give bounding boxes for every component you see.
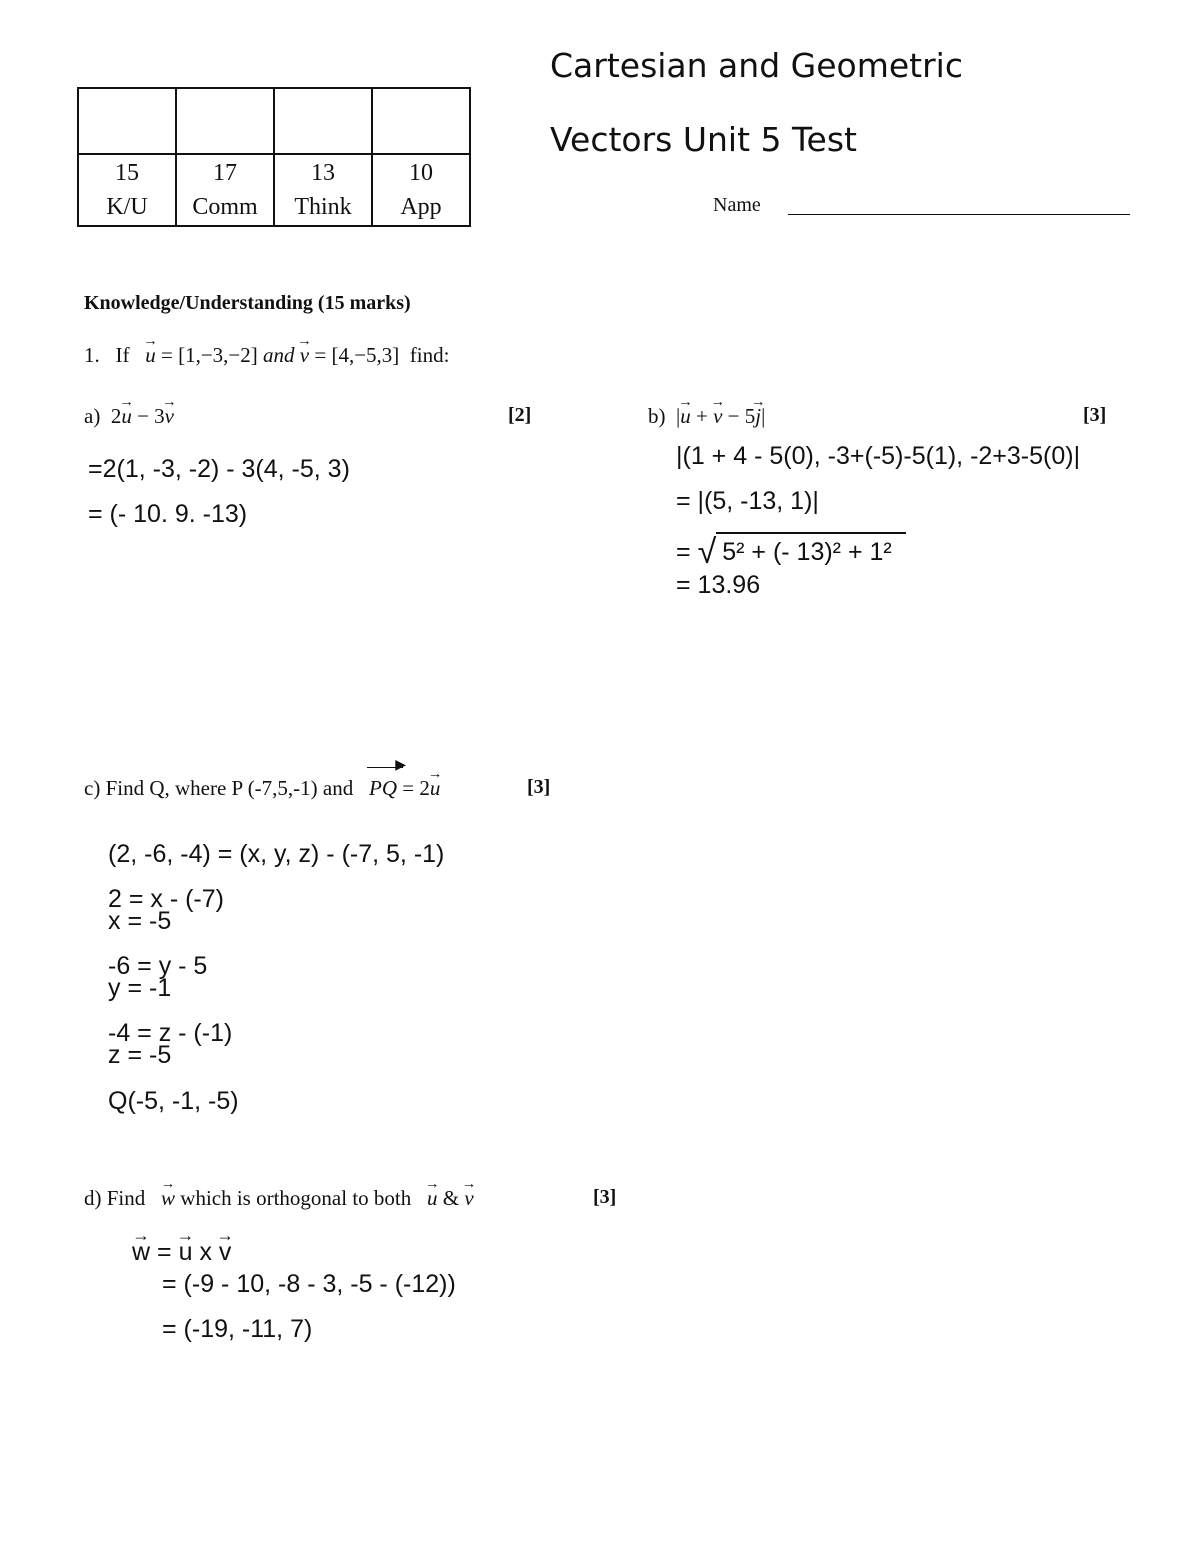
marks-total: 17 xyxy=(213,160,237,186)
part-b-marks: [3] xyxy=(1083,404,1107,426)
find-word: find: xyxy=(409,343,450,367)
part-c-marks: [3] xyxy=(527,776,551,798)
part-a-minus: − 3 xyxy=(137,404,165,428)
marks-total: 10 xyxy=(409,160,433,186)
v-definition: = [4,−5,3] xyxy=(314,343,400,367)
marks-cell-app xyxy=(372,154,470,226)
vector-u: → u xyxy=(145,343,156,368)
vector-v: → v xyxy=(300,343,309,368)
unit-vector-j: → j xyxy=(755,404,761,429)
marks-total: 13 xyxy=(311,160,335,186)
part-b-work-sqrt xyxy=(676,530,906,569)
part-c-work-line: -6 = y - 5 xyxy=(108,952,208,980)
part-b-work-line: = 13.96 xyxy=(676,571,761,599)
if-word: If xyxy=(115,343,130,367)
ampersand: & xyxy=(442,1186,460,1210)
vector-u: → u xyxy=(427,1186,438,1211)
abs-close: | xyxy=(761,404,766,428)
minus-five: − 5 xyxy=(727,404,756,428)
part-d-work-line: = (-9 - 10, -8 - 3, -5 - (-12)) xyxy=(162,1270,456,1298)
vector-v: → v xyxy=(165,404,174,429)
sqrt-bar xyxy=(716,532,906,534)
equals-sign: = xyxy=(157,1238,172,1266)
part-a-work-line: =2(1, -3, -2) - 3(4, -5, 3) xyxy=(88,455,350,483)
part-d-work-cross xyxy=(132,1238,231,1267)
question-1 xyxy=(84,343,449,368)
vector-v: → v xyxy=(464,1186,473,1211)
marks-category: Comm xyxy=(192,194,258,220)
part-b-work-line: |(1 + 4 - 5(0), -3+(-5)-5(1), -2+3-5(0)| xyxy=(676,442,1081,470)
score-cell-comm xyxy=(176,88,274,154)
part-c-work-line: z = -5 xyxy=(108,1041,172,1069)
equals-sign: = xyxy=(676,538,691,566)
section-heading: Knowledge/Understanding (15 marks) xyxy=(84,292,411,314)
vector-u: → u xyxy=(121,404,132,429)
part-d-text: which is orthogonal to both xyxy=(180,1186,412,1210)
vector-pq: ▶ PQ xyxy=(369,758,406,800)
part-a-label: a) xyxy=(84,404,101,428)
vector-v: → v xyxy=(219,1238,232,1267)
part-c-prompt xyxy=(84,758,441,801)
marks-cell-comm xyxy=(176,154,274,226)
part-b-prompt xyxy=(648,404,765,429)
cross-sign: x xyxy=(199,1238,212,1266)
marks-category: Think xyxy=(294,194,352,220)
vector-u: → u xyxy=(680,404,691,429)
part-a-coef: 2 xyxy=(110,404,122,428)
name-label: Name xyxy=(713,194,761,216)
part-c-expr: = 2 xyxy=(402,776,430,800)
vector-u: → u xyxy=(430,776,441,801)
marks-category: App xyxy=(400,194,442,220)
score-cell-app xyxy=(372,88,470,154)
part-d-marks: [3] xyxy=(593,1186,617,1208)
part-a-marks: [2] xyxy=(508,404,532,426)
part-d-work-line: = (-19, -11, 7) xyxy=(162,1315,313,1343)
marks-total: 15 xyxy=(115,160,139,186)
part-c-work-line: -4 = z - (-1) xyxy=(108,1019,233,1047)
score-cell-think xyxy=(274,88,372,154)
vector-u: → u xyxy=(179,1238,193,1267)
vector-w: → w xyxy=(161,1186,175,1211)
part-d-label: d) Find xyxy=(84,1186,146,1210)
marks-table xyxy=(77,87,471,227)
sqrt-icon: √ xyxy=(697,533,717,571)
part-b-label: b) xyxy=(648,404,666,428)
abs-open: | xyxy=(676,404,681,428)
title-line-2: Vectors Unit 5 Test xyxy=(550,120,857,159)
sqrt-radicand: 5² + (- 13)² + 1² xyxy=(722,538,892,566)
vector-v: → v xyxy=(713,404,722,429)
part-c-work-line: 2 = x - (-7) xyxy=(108,885,224,913)
part-a-work-line: = (- 10. 9. -13) xyxy=(88,500,248,528)
pq-arrow-head-icon: ▶ xyxy=(395,758,406,773)
score-cell-ku xyxy=(78,88,176,154)
part-c-work-line: Q(-5, -1, -5) xyxy=(108,1087,239,1115)
part-a-prompt xyxy=(84,404,174,429)
marks-category: K/U xyxy=(106,194,148,220)
part-b-work-line: = |(5, -13, 1)| xyxy=(676,487,819,515)
plus-sign: + xyxy=(695,404,708,428)
marks-cell-ku xyxy=(78,154,176,226)
part-c-work-line: x = -5 xyxy=(108,907,172,935)
u-definition: = [1,−3,−2] xyxy=(161,343,258,367)
part-c-label: c) Find Q, where P (-7,5,-1) and xyxy=(84,776,354,800)
vector-w: → w xyxy=(132,1238,150,1267)
title-line-1: Cartesian and Geometric xyxy=(550,46,963,85)
name-field[interactable] xyxy=(788,214,1130,215)
part-d-prompt xyxy=(84,1186,474,1211)
and-word: and xyxy=(263,343,295,367)
part-c-work-line: (2, -6, -4) = (x, y, z) - (-7, 5, -1) xyxy=(108,840,445,868)
question-number: 1. xyxy=(84,343,100,367)
part-c-work-line: y = -1 xyxy=(108,974,172,1002)
marks-cell-think xyxy=(274,154,372,226)
